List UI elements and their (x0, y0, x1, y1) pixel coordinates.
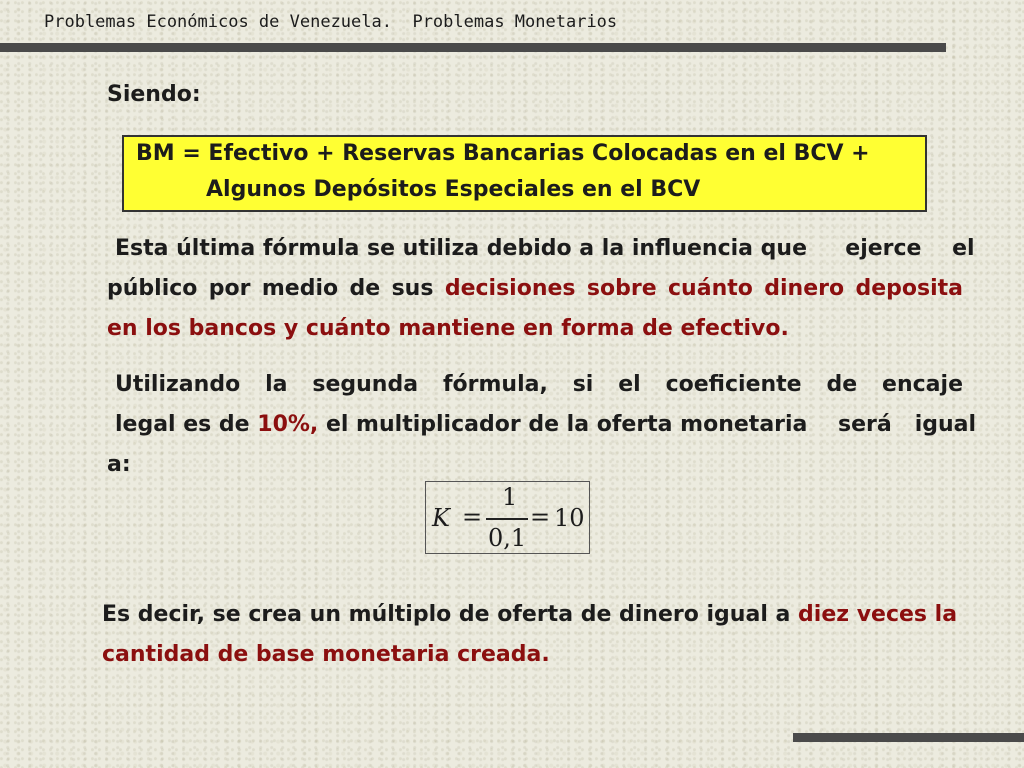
paragraph-2-line-2 (107, 405, 977, 445)
paragraph-3-line-1-plain: Es decir, se crea un múltiplo de oferta de dinero igual a (102, 602, 799, 627)
equation-equals-1: = (462, 503, 483, 531)
paragraph-2-percentage: 10%, (257, 412, 319, 437)
paragraph-3-line-2: cantidad de base monetaria creada. (102, 642, 550, 667)
formula-line-1: BM = Efectivo + Reservas Bancarias Colocadas en el BCV + (136, 141, 870, 166)
paragraph-3-line-1 (102, 595, 970, 635)
formula-box (122, 135, 927, 212)
paragraph-1-line-2-highlight: decisiones sobre cuánto dinero deposita (444, 276, 964, 301)
paragraph-2-line-3: a: (107, 452, 131, 477)
paragraph-1 (107, 229, 975, 349)
equation-denominator: 0,1 (488, 524, 527, 552)
slide-header: Problemas Económicos de Venezuela. Problemas Monetarios (44, 12, 618, 32)
paragraph-3-highlight: diez veces la (798, 602, 958, 627)
equation-numerator: 1 (502, 483, 518, 511)
paragraph-1-line-1: Esta última fórmula se utiliza debido a la influencia que ejerce el (115, 236, 975, 261)
paragraph-2-line-1: Utilizando la segunda fórmula, si el coeficiente de encaje (115, 372, 963, 397)
formula-line-2: Algunos Depósitos Especiales en el BCV (206, 177, 701, 202)
paragraph-2 (107, 365, 977, 485)
paragraph-2-line-2-plain: legal es de (115, 412, 258, 437)
equation-fraction-bar (486, 518, 528, 520)
bottom-divider-bar (793, 733, 1024, 742)
equation-equals-2: = (530, 503, 551, 531)
paragraph-2-line-2-rest: el multiplicador de la oferta monetaria será igual (318, 412, 977, 437)
top-divider-bar (0, 43, 946, 52)
paragraph-1-line-3: en los bancos y cuánto mantiene en forma de efectivo. (107, 316, 789, 341)
equation-lhs: K (432, 504, 450, 532)
paragraph-3 (102, 595, 970, 675)
multiplier-equation (425, 481, 590, 554)
paragraph-1-line-2-plain: público por medio de sus (107, 276, 445, 301)
paragraph-1-line-2 (107, 269, 963, 309)
equation-result: 10 (554, 504, 585, 532)
intro-label: Siendo: (107, 82, 201, 107)
